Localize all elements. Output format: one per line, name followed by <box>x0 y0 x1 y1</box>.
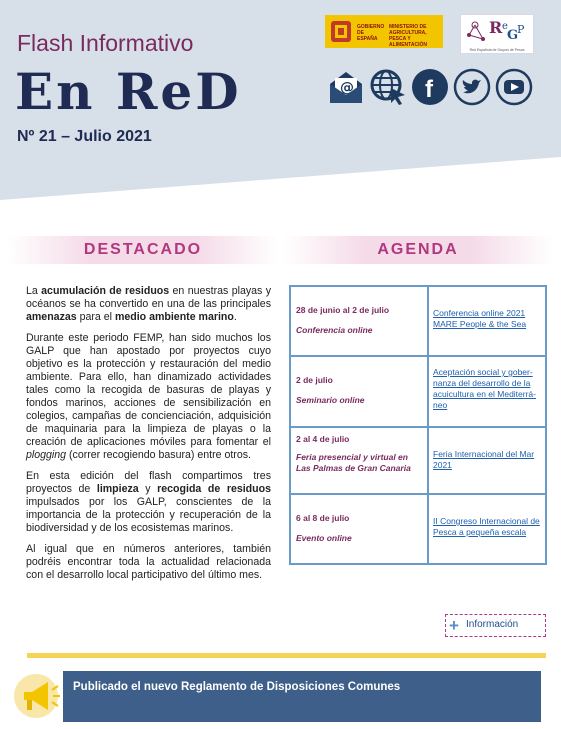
gobierno-espana-logo <box>325 15 443 48</box>
section-divider <box>27 653 546 658</box>
megaphone-icon <box>14 670 62 722</box>
svg-text:P: P <box>517 23 525 36</box>
svg-text:e: e <box>502 21 508 32</box>
svg-text:@: @ <box>340 80 354 96</box>
youtube-icon[interactable] <box>495 68 533 106</box>
ministerio-label: MINISTERIO DE AGRICULTURA, PESCA Y ALIMENTACIÓN <box>389 24 427 48</box>
article-paragraph-3: En esta edición del flash compartimos tres proyectos de limpieza y recogida de residuos impulsados por los GALP, conscientes de la importancia de la protección y recuperación de la biodiversidad y de los ecosistemas marinos. <box>26 470 271 534</box>
agenda-row <box>290 356 546 427</box>
gobierno-label: GOBIERNO DE ESPAÑA <box>357 24 385 42</box>
news-banner[interactable] <box>63 671 541 722</box>
agenda-event-link[interactable]: Feria Internacional del Mar 2021 <box>428 427 546 494</box>
news-title: Publicado el nuevo Reglamento de Disposiciones Comunes <box>73 681 401 693</box>
agenda-event-link[interactable]: Aceptación social y gober-nanza del desarrollo de la acuicultura en el Mediterrá-neo <box>428 356 546 427</box>
web-icon[interactable] <box>369 68 407 106</box>
newsletter-title: Flash Informativo <box>17 30 194 56</box>
destacado-article <box>26 285 271 590</box>
newsletter-brand: En ReD <box>15 62 242 121</box>
agenda-date-cell: 28 de junio al 2 de julio Conferencia online <box>290 286 428 356</box>
agenda-date-cell: 2 al 4 de julio Feria presencial y virtual en Las Palmas de Gran Canaria <box>290 427 428 494</box>
article-paragraph-4: Al igual que en números anteriores, también podréis encontrar toda la actualidad relacionada con el desarrollo local participativo del último mes. <box>26 543 271 581</box>
coat-of-arms-icon <box>329 18 353 45</box>
facebook-icon[interactable] <box>411 68 449 106</box>
regp-logo <box>460 14 534 54</box>
agenda-event-link[interactable]: Conferencia online 2021 MARE People & the Sea <box>428 286 546 356</box>
agenda-row <box>290 494 546 564</box>
agenda-table <box>289 285 547 565</box>
regp-label: Red Española de Grupos de Pesca <box>469 48 525 52</box>
agenda-row <box>290 286 546 356</box>
information-label: Información <box>466 619 519 630</box>
issue-number: Nº 21 – Julio 2021 <box>17 128 152 145</box>
agenda-heading: AGENDA <box>283 236 553 264</box>
regp-network-icon <box>461 15 533 47</box>
destacado-heading: DESTACADO <box>8 236 278 264</box>
agenda-date-cell: 2 de julio Seminario online <box>290 356 428 427</box>
svg-text:f: f <box>425 76 433 103</box>
mail-icon[interactable] <box>327 68 365 106</box>
svg-text:G: G <box>507 28 519 43</box>
plus-icon: + <box>449 616 459 635</box>
article-paragraph-2: Durante este periodo FEMP, han sido muchos los GALP que han apostado por proyectos cuyo objetivo es la protección y restauración del medio ambiente. Para ello, han dinamizado actividades tales como la recogida de basuras de playas y fondos marinos, acciones de sensibilización en colegios, campañas de concienciación, adquisición de maquinaria para la limpieza de playas o la creación de aplicaciones móviles para fomentar el plogging (correr recogiendo basura) entre otros. <box>26 332 271 461</box>
article-paragraph-1: La acumulación de residuos en nuestras playas y océanos se ha convertido en una de las principales amenazas para el medio ambiente marino. <box>26 285 271 323</box>
agenda-date-cell: 6 al 8 de julio Evento online <box>290 494 428 564</box>
twitter-icon[interactable] <box>453 68 491 106</box>
svg-text:R: R <box>489 18 503 37</box>
agenda-event-link[interactable]: II Congreso Internacional de Pesca a pequeña escala <box>428 494 546 564</box>
information-button[interactable] <box>445 614 546 637</box>
agenda-row <box>290 427 546 494</box>
